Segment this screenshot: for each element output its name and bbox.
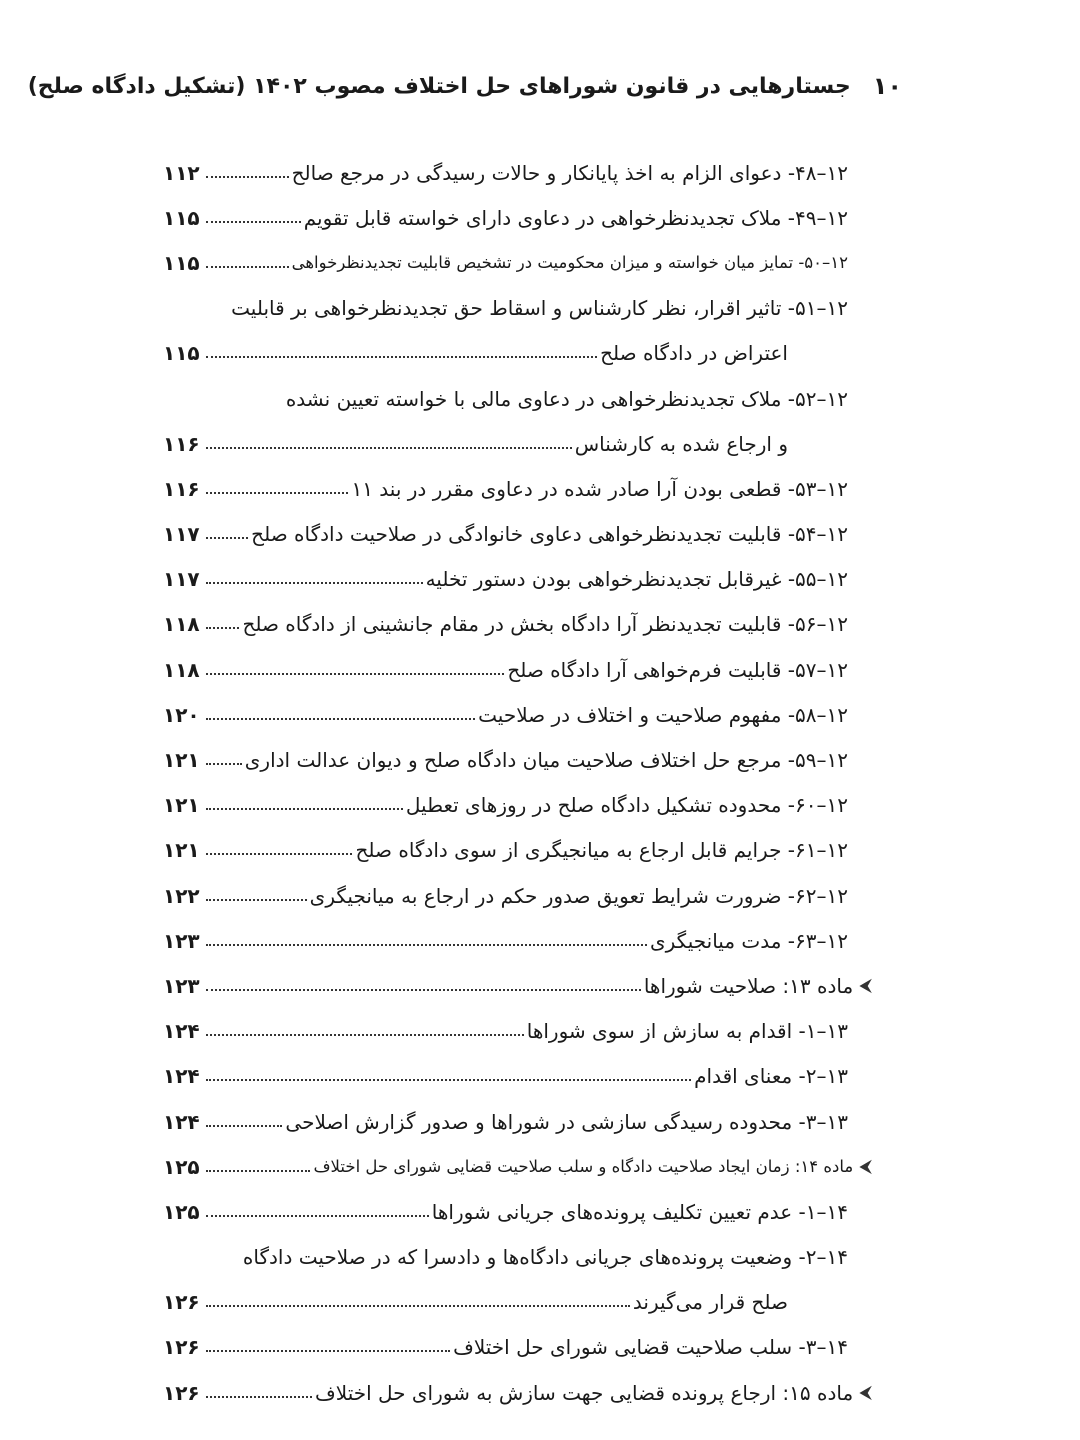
toc-entry[interactable]: ۱۲–۵۱- تاثیر اقرار، نظر کارشناس و اسقاط حق تجدیدنظرخواهی بر قابلیت [231,296,848,321]
toc-page: ۱۱۵ [163,341,200,366]
toc-page: ۱۲۴ [163,1064,200,1089]
toc-entry[interactable]: ۱۴–۲- وضعیت پرونده‌های جریانی دادگاه‌ها و دادسرا که در صلاحیت دادگاه [242,1245,848,1270]
toc-page: ۱۱۵ [163,205,200,230]
toc-article-heading[interactable]: ⮜ ماده ۱۵: ارجاع پرونده قضایی جهت سازش به شورای حل اختلاف ۱۲۶ [163,1380,872,1405]
toc-entry-continuation[interactable]: صلح قرار می‌گیرند ۱۲۶ [163,1290,788,1315]
toc-page: ۱۲۶ [163,1290,200,1315]
toc-article-heading[interactable]: ⮜ ماده ۱۳: صلاحیت شوراها ۱۲۳ [163,973,872,998]
toc-entry[interactable]: ۱۴–۱- عدم تعیین تکلیف پرونده‌های جریانی شوراها ۱۲۵ [163,1199,848,1224]
toc-entry-continuation[interactable]: اعتراض در دادگاه صلح ۱۱۵ [163,341,788,366]
toc-page: ۱۲۴ [163,1019,200,1044]
toc-page: ۱۲۳ [163,928,200,953]
book-title: جستارهایی در قانون شوراهای حل اختلاف مصوب ۱۴۰۲ (تشکیل دادگاه صلح) [27,73,851,99]
toc-page: ۱۱۶ [163,431,200,456]
toc-page: ۱۲۶ [163,1335,200,1360]
toc-page: ۱۱۵ [163,250,200,275]
toc-entry[interactable]: ۱۲–۶۱- جرایم قابل ارجاع به میانجیگری از سوی دادگاه صلح ۱۲۱ [163,838,848,863]
toc-entry-continuation[interactable]: و ارجاع شده به کارشناس ۱۱۶ [163,431,788,456]
toc-page: ۱۲۴ [163,1109,200,1134]
toc-entry[interactable]: ۱۲–۵۳- قطعی بودن آرا صادر شده در دعاوی مقرر در بند ۱۱ ۱۱۶ [163,476,848,501]
toc-page: ۱۱۸ [163,612,200,637]
toc-page: ۱۲۵ [163,1154,200,1179]
toc-entry[interactable]: ۱۲–۶۳- مدت میانجیگری ۱۲۳ [163,928,848,953]
toc-entry[interactable]: ۱۲–۶۰- محدوده تشکیل دادگاه صلح در روزهای تعطیل ۱۲۱ [163,793,848,818]
toc-page: ۱۱۲ [163,160,200,185]
toc-entry[interactable]: ۱۲–۶۲- ضرورت شرایط تعویق صدور حکم در ارجاع به میانجیگری ۱۲۲ [163,883,848,908]
toc-entry[interactable]: ۱۲–۵۷- قابلیت فرم‌خواهی آرا دادگاه صلح ۱۱۸ [163,657,848,682]
arrow-left-icon: ⮜ [859,975,872,997]
toc-entry[interactable]: ۱۲–۴۸- دعوای الزام به اخذ پایانکار و حالات رسیدگی در مرجع صالح ۱۱۲ [163,160,848,185]
toc-entry[interactable]: ۱۳–۲- معنای اقدام ۱۲۴ [163,1064,848,1089]
toc-page: ۱۲۰ [163,702,200,727]
toc-entry[interactable]: ۱۲–۵۶- قابلیت تجدیدنظر آرا دادگاه بخش در مقام جانشینی از دادگاه صلح ۱۱۸ [163,612,848,637]
table-of-contents [163,150,872,1415]
toc-entry[interactable]: ۱۲–۵۸- مفهوم صلاحیت و اختلاف در صلاحیت ۱۲۰ [163,702,848,727]
toc-entry[interactable]: ۱۲–۵۵- غیرقابل تجدیدنظرخواهی بودن دستور تخلیه ۱۱۷ [163,567,848,592]
toc-page: ۱۲۶ [163,1380,200,1405]
toc-page: ۱۱۷ [163,522,200,547]
toc-entry[interactable]: ۱۴–۳- سلب صلاحیت قضایی شورای حل اختلاف ۱۲۶ [163,1335,848,1360]
running-header [27,66,902,106]
toc-entry[interactable]: ۱۲–۵۹- مرجع حل اختلاف صلاحیت میان دادگاه صلح و دیوان عدالت اداری ۱۲۱ [163,748,848,773]
toc-entry[interactable]: ۱۲–۵۴- قابلیت تجدیدنظرخواهی دعاوی خانوادگی در صلاحیت دادگاه صلح ۱۱۷ [163,522,848,547]
toc-article-heading[interactable]: ⮜ ماده ۱۴: زمان ایجاد صلاحیت دادگاه و سلب صلاحیت قضایی شورای حل اختلاف ۱۲۵ [163,1154,872,1179]
arrow-left-icon: ⮜ [859,1156,872,1178]
toc-page: ۱۲۵ [163,1199,200,1224]
toc-page: ۱۱۷ [163,567,200,592]
toc-entry[interactable]: ۱۲–۵۲- ملاک تجدیدنظرخواهی در دعاوی مالی با خواسته تعیین نشده [285,386,848,411]
toc-page: ۱۱۶ [163,476,200,501]
page-number: ۱۰ [872,72,902,100]
toc-page: ۱۲۱ [163,838,200,863]
toc-entry[interactable]: ۱۲–۴۹- ملاک تجدیدنظرخواهی در دعاوی دارای خواسته قابل تقویم ۱۱۵ [163,205,848,230]
toc-page: ۱۲۱ [163,793,200,818]
toc-entry[interactable]: ۱۲–۵۰- تمایز میان خواسته و میزان محکومیت در تشخیص قابلیت تجدیدنظرخواهی ۱۱۵ [163,250,848,275]
toc-entry[interactable]: ۱۳–۳- محدوده رسیدگی سازشی در شوراها و صدور گزارش اصلاحی ۱۲۴ [163,1109,848,1134]
toc-page: ۱۲۳ [163,973,200,998]
toc-page: ۱۲۲ [163,883,200,908]
toc-page: ۱۱۸ [163,657,200,682]
toc-entry[interactable]: ۱۳–۱- اقدام به سازش از سوی شوراها ۱۲۴ [163,1019,848,1044]
arrow-left-icon: ⮜ [859,1382,872,1404]
toc-page: ۱۲۱ [163,748,200,773]
